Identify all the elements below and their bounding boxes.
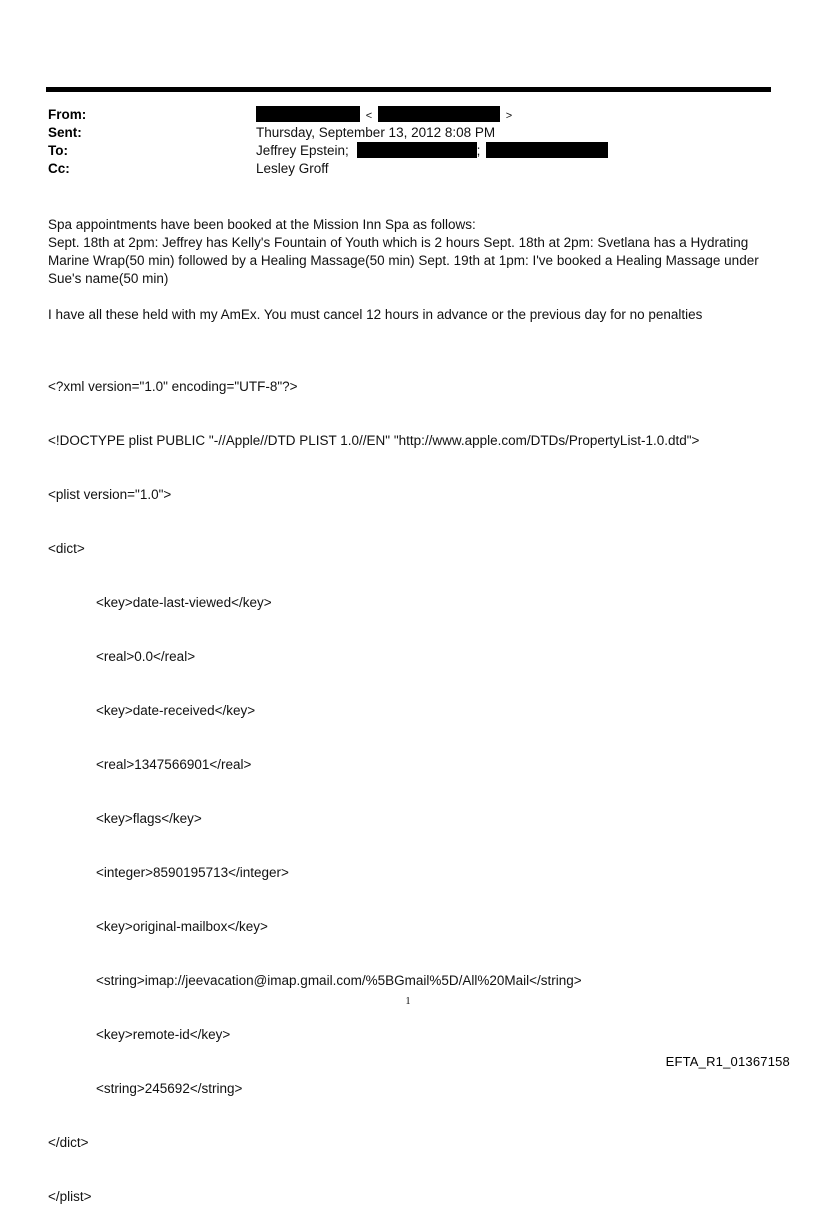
xml-line: <key>original-mailbox</key>: [96, 919, 268, 934]
xml-line: <string>imap://jeevacation@imap.gmail.com/%5BGmail%5D/All%20Mail</string>: [96, 973, 582, 988]
xml-line: <string>245692</string>: [96, 1081, 243, 1096]
from-angle-close: >: [505, 110, 513, 122]
xml-line: <integer>8590195713</integer>: [96, 865, 289, 880]
to-label: To:: [48, 143, 68, 158]
xml-line: <!DOCTYPE plist PUBLIC "-//Apple//DTD PLIST 1.0//EN" "http://www.apple.com/DTDs/PropertyList-1.0.dtd">: [48, 433, 700, 448]
to-separator: ;: [476, 143, 481, 158]
cc-value: Lesley Groff: [256, 161, 329, 176]
xml-line: </plist>: [48, 1189, 92, 1204]
to-name: Jeffrey Epstein;: [256, 143, 349, 158]
to-value: [256, 142, 608, 160]
redaction-box: [378, 106, 500, 122]
redaction-box: [256, 106, 360, 122]
from-label: From:: [48, 107, 87, 122]
header-rule: [46, 87, 771, 92]
sent-value: Thursday, September 13, 2012 8:08 PM: [256, 125, 496, 140]
xml-line: <plist version="1.0">: [48, 487, 172, 502]
message-note: [48, 306, 773, 324]
xml-line: <real>1347566901</real>: [96, 757, 252, 772]
xml-line: <key>remote-id</key>: [96, 1027, 231, 1042]
redaction-box: [357, 142, 477, 158]
message-body: [48, 216, 773, 288]
redaction-box: [486, 142, 608, 158]
cc-label: Cc:: [48, 161, 70, 176]
page-number: 1: [405, 996, 411, 1007]
body-paragraph-cancellation: I have all these held with my AmEx. You must cancel 12 hours in advance or the previous day for no penalties: [48, 307, 703, 322]
bates-number: EFTA_R1_01367158: [665, 1054, 790, 1069]
xml-line: <?xml version="1.0" encoding="UTF-8"?>: [48, 379, 298, 394]
sent-label: Sent:: [48, 125, 82, 140]
xml-line: <key>flags</key>: [96, 811, 202, 826]
xml-line: <dict>: [48, 541, 85, 556]
plist-xml-block: [48, 342, 699, 1224]
body-paragraph-intro: Spa appointments have been booked at the Mission Inn Spa as follows:: [48, 217, 476, 232]
xml-line: <real>0.0</real>: [96, 649, 196, 664]
from-angle-open: <: [365, 110, 373, 122]
body-paragraph-appointments: Sept. 18th at 2pm: Jeffrey has Kelly's Fountain of Youth which is 2 hours Sept. 18th at 2pm: Svetlana has a Hydrating Marine Wrap(50 min) followed by a Healing Massage(50 min) Sept. 19th at 1pm: I've booked a Healing Massage under Sue's name(50 min): [48, 235, 759, 286]
from-value: [256, 106, 514, 125]
xml-line: </dict>: [48, 1135, 89, 1150]
xml-line: <key>date-received</key>: [96, 703, 256, 718]
xml-line: <key>date-last-viewed</key>: [96, 595, 272, 610]
